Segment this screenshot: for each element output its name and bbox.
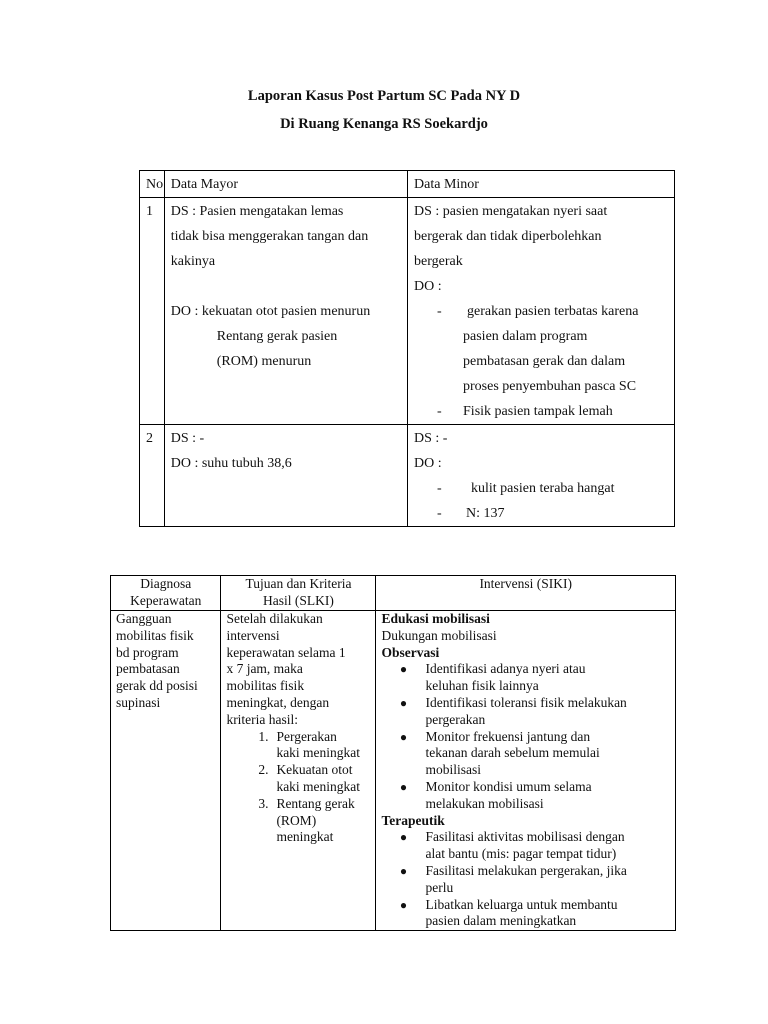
text-line: Monitor kondisi umum selama (425, 778, 592, 794)
text-line: keperawatan selama 1 (226, 644, 346, 660)
header-line: Hasil (SLKI) (263, 592, 334, 608)
list-item (381, 779, 670, 813)
bullet-icon: ● (399, 897, 408, 912)
text-line: proses penyembuhan pasca SC (463, 379, 637, 394)
text-line: Monitor frekuensi jantung dan (425, 728, 591, 744)
list-item (381, 661, 670, 695)
text-line: tidak bisa menggerakan tangan dan (170, 229, 369, 244)
intervensi-cell (376, 611, 676, 931)
dash-marker: - (437, 506, 442, 521)
text-line: Identifikasi toleransi fisik melakukan (425, 694, 627, 710)
list-number: 3. (258, 795, 269, 811)
text-line: kulit pasien teraba hangat (471, 481, 615, 496)
text-line: kakinya (170, 254, 216, 269)
terapeutik-list (381, 829, 670, 930)
text-line: DO : (414, 279, 442, 294)
data-mayor-cell (164, 198, 407, 425)
text-line: Setelah dilakukan (226, 611, 323, 626)
header-line: Keperawatan (130, 592, 202, 608)
data-minor-cell (408, 425, 675, 527)
text-line: Fasilitasi melakukan pergerakan, jika (425, 862, 627, 878)
section-heading: Terapeutik (381, 812, 445, 828)
bullet-icon: ● (399, 695, 408, 710)
header-line: Diagnosa (140, 576, 192, 591)
report-title: Laporan Kasus Post Partum SC Pada NY D (247, 88, 521, 104)
bullet-icon: ● (399, 830, 408, 845)
text-line: gerakan pasien terbatas karena (467, 304, 639, 319)
header-data-mayor: Data Mayor (164, 171, 407, 198)
table-row (140, 425, 675, 527)
text-line: tekanan darah sebelum memulai (425, 745, 600, 761)
bullet-icon: ● (399, 863, 408, 878)
list-item (414, 501, 668, 526)
text-line: DS : - (414, 431, 448, 446)
nursing-plan-table (110, 575, 676, 931)
text-line: DO : kekuatan otot pasien menurun (170, 304, 371, 319)
text-line: mobilitas fisik (116, 627, 194, 643)
data-table (139, 170, 675, 527)
text-line: pergerakan (425, 711, 486, 727)
row-number: 1 (140, 198, 165, 425)
section-heading: Observasi (381, 644, 440, 660)
text-line: Kekuatan otot (276, 762, 353, 778)
header-tujuan (221, 576, 376, 611)
list-item (414, 399, 668, 424)
list-item (381, 829, 670, 863)
bullet-icon: ● (399, 729, 408, 744)
bullet-icon: ● (399, 779, 408, 794)
text-line: pasien dalam program (463, 329, 588, 344)
list-item (226, 729, 370, 763)
text-line: kaki meningkat (276, 745, 361, 761)
text-line: Fisik pasien tampak lemah (463, 404, 613, 419)
text-line: (ROM) menurun (216, 354, 312, 369)
text-line: N: 137 (466, 506, 505, 521)
list-item (381, 897, 670, 931)
diagnosa-cell (111, 611, 221, 931)
text-line: keluhan fisik lainnya (425, 678, 539, 694)
text-line: kaki meningkat (276, 778, 361, 794)
text-line: Fasilitasi aktivitas mobilisasi dengan (425, 829, 625, 845)
list-number: 1. (258, 728, 269, 744)
dash-marker: - (437, 481, 442, 496)
header-line: Tujuan dan Kriteria (245, 576, 352, 591)
text-line: Identifikasi adanya nyeri atau (425, 661, 586, 677)
list-number: 2. (258, 762, 269, 778)
table-row (111, 611, 676, 931)
list-item (226, 762, 370, 796)
text-line: mobilitas fisik (226, 678, 305, 694)
report-subtitle: Di Ruang Kenanga RS Soekardjo (280, 116, 488, 132)
text-line: Rentang gerak pasien (216, 329, 338, 344)
text-line: pembatasan gerak dan dalam (463, 354, 626, 369)
header-data-minor: Data Minor (408, 171, 675, 198)
row-number: 2 (140, 425, 165, 527)
text-line: pembatasan (116, 661, 180, 677)
text-line: meningkat, dengan (226, 694, 330, 710)
text-line: x 7 jam, maka (226, 661, 303, 677)
text-line: pasien dalam meningkatkan (425, 913, 577, 929)
header-diagnosa (111, 576, 221, 611)
text-line: Dukungan mobilisasi (381, 627, 497, 643)
text-line: gerak dd posisi (116, 678, 198, 694)
nursing-plan-header (111, 576, 676, 611)
data-minor-cell (408, 198, 675, 425)
text-line: Rentang gerak (276, 795, 355, 811)
text-line: DO : (414, 456, 442, 471)
data-table-header (140, 171, 675, 198)
text-line: Gangguan (116, 611, 172, 626)
table-row (140, 198, 675, 425)
text-line: bergerak dan tidak diperbolehkan (414, 229, 602, 244)
text-line: mobilisasi (425, 762, 481, 778)
text-line: melakukan mobilisasi (425, 795, 544, 811)
tujuan-cell (221, 611, 376, 931)
text-line: intervensi (226, 627, 280, 643)
text-line: DO : suhu tubuh 38,6 (170, 456, 292, 471)
text-line: DS : pasien mengatakan nyeri saat (414, 204, 608, 219)
data-mayor-cell (164, 425, 407, 527)
text-line: bd program (116, 644, 179, 660)
text-line: DS : Pasien mengatakan lemas (170, 204, 344, 219)
list-item (381, 695, 670, 729)
text-line: DS : - (170, 431, 205, 446)
list-item (381, 863, 670, 897)
text-line: bergerak (414, 254, 463, 269)
text-line: Libatkan keluarga untuk membantu (425, 896, 618, 912)
text-line: perlu (425, 879, 454, 895)
text-line: kriteria hasil: (226, 711, 299, 727)
list-item (226, 796, 370, 846)
text-line: (ROM) (276, 812, 317, 828)
list-item (414, 476, 668, 501)
observasi-list (381, 661, 670, 812)
list-item (414, 299, 668, 399)
dash-marker: - (437, 404, 442, 419)
kriteria-list (226, 729, 370, 847)
text-line: alat bantu (mis: pagar tempat tidur) (425, 846, 617, 862)
text-line: meningkat (276, 829, 334, 845)
dash-marker: - (437, 304, 442, 319)
bullet-icon: ● (399, 662, 408, 677)
header-line: Intervensi (SIKI) (479, 576, 573, 591)
text-line: supinasi (116, 694, 161, 710)
section-heading: Edukasi mobilisasi (381, 611, 490, 626)
list-item (381, 729, 670, 779)
text-line: Pergerakan (276, 728, 337, 744)
header-no: No (140, 171, 165, 198)
header-intervensi (376, 576, 676, 611)
